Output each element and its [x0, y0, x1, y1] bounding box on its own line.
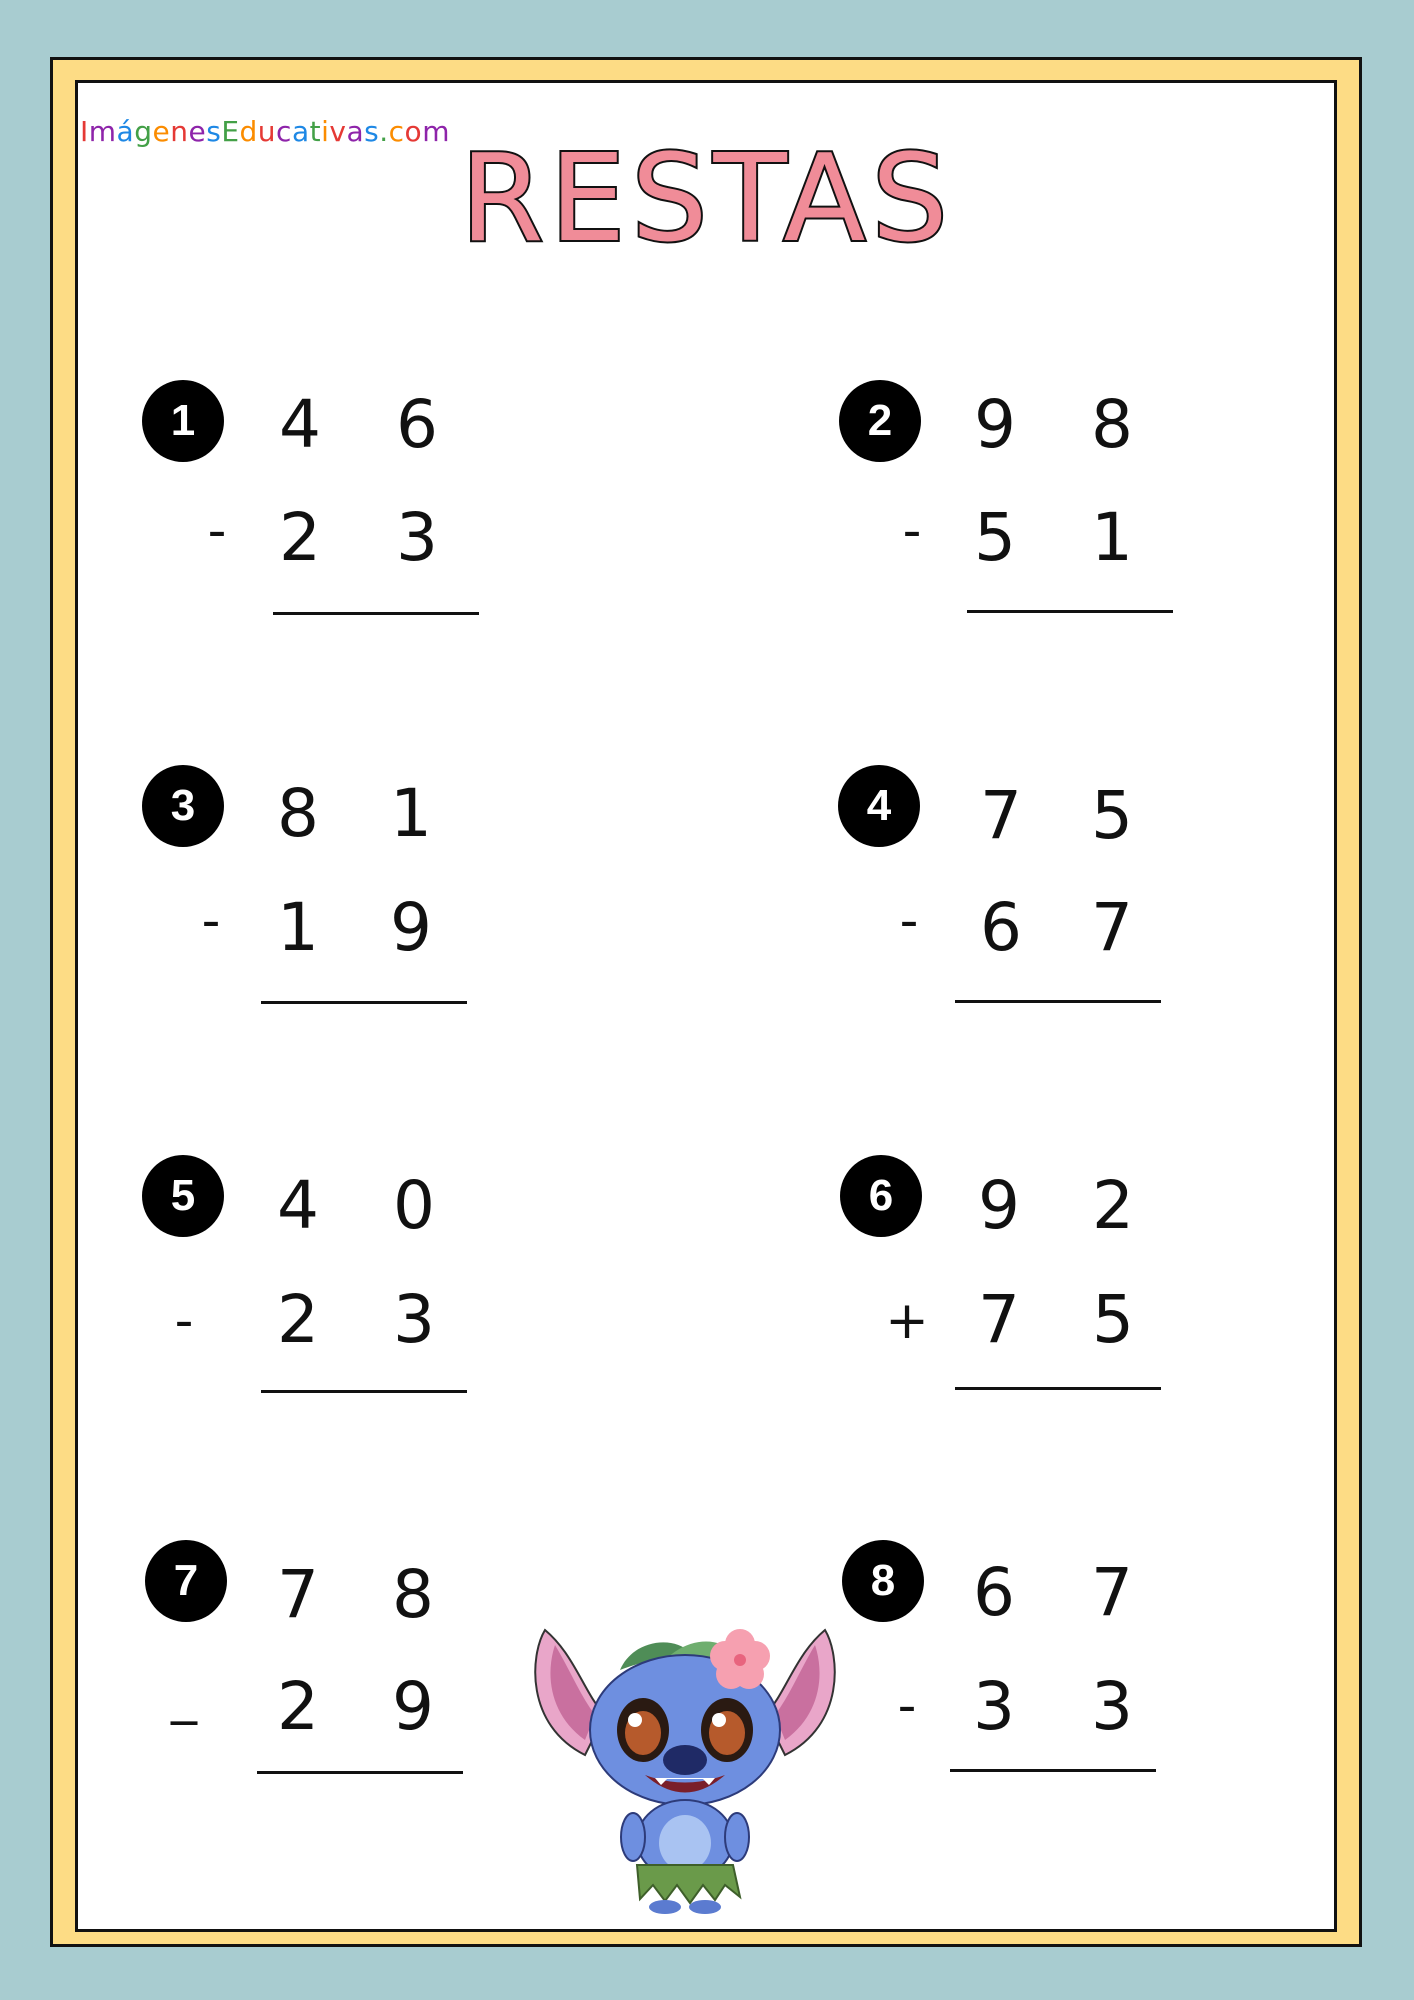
bottom-ones-digit: 3: [396, 499, 438, 576]
top-tens-digit: 7: [277, 1556, 319, 1633]
top-tens-digit: 6: [973, 1554, 1015, 1631]
problem-7: [145, 1540, 505, 1800]
operator-sign: -: [902, 501, 922, 561]
logo-letter: e: [188, 115, 207, 148]
alien-mascot-illustration: [525, 1615, 845, 1915]
top-tens-digit: 4: [279, 386, 321, 463]
logo-letter: m: [88, 115, 117, 148]
logo-letter: m: [422, 115, 450, 148]
operator-sign: -: [897, 1676, 917, 1736]
problem-2: [839, 380, 1199, 640]
top-tens-digit: 7: [980, 777, 1022, 854]
answer-line: [273, 612, 479, 615]
logo-letter: d: [239, 115, 258, 148]
bottom-tens-digit: 2: [277, 1668, 319, 1745]
bottom-ones-digit: 9: [392, 1668, 434, 1745]
bottom-tens-digit: 5: [974, 499, 1016, 576]
problem-number-badge: 4: [838, 765, 920, 847]
logo-letter: E: [221, 115, 240, 148]
top-tens-digit: 8: [277, 775, 319, 852]
bottom-tens-digit: 2: [279, 499, 321, 576]
bottom-ones-digit: 3: [1091, 1668, 1133, 1745]
problem-number-badge: 7: [145, 1540, 227, 1622]
logo-letter: t: [309, 115, 322, 148]
logo-letter: n: [170, 115, 189, 148]
logo-letter: g: [134, 115, 153, 148]
answer-line: [261, 1390, 467, 1393]
problem-number-badge: 8: [842, 1540, 924, 1622]
logo-letter: á: [116, 115, 135, 148]
logo-letter: e: [152, 115, 171, 148]
top-ones-digit: 0: [393, 1167, 435, 1244]
bottom-tens-digit: 3: [973, 1668, 1015, 1745]
top-ones-digit: 8: [392, 1556, 434, 1633]
bottom-ones-digit: 7: [1091, 889, 1133, 966]
logo-letter: c: [388, 115, 405, 148]
operator-sign: -: [899, 891, 919, 951]
logo-letter: s: [364, 115, 380, 148]
answer-line: [955, 1000, 1161, 1003]
operator-sign: _: [171, 1666, 197, 1726]
operator-sign: -: [207, 501, 227, 561]
logo-letter: c: [276, 115, 292, 148]
problem-number-badge: 6: [840, 1155, 922, 1237]
bottom-ones-digit: 5: [1092, 1281, 1134, 1358]
answer-line: [261, 1001, 467, 1004]
bottom-ones-digit: 9: [390, 889, 432, 966]
operator-sign: -: [174, 1291, 194, 1351]
problem-8: [842, 1540, 1202, 1800]
problem-3: [142, 765, 502, 1025]
bottom-tens-digit: 2: [277, 1281, 319, 1358]
bottom-ones-digit: 3: [393, 1281, 435, 1358]
logo-letter: s: [206, 115, 222, 148]
logo-letter: v: [329, 115, 347, 148]
bottom-tens-digit: 6: [980, 889, 1022, 966]
problem-6: [840, 1155, 1200, 1415]
problem-1: [142, 380, 502, 640]
problem-number-badge: 2: [839, 380, 921, 462]
top-ones-digit: 8: [1091, 386, 1133, 463]
bottom-tens-digit: 7: [978, 1281, 1020, 1358]
answer-line: [950, 1769, 1156, 1772]
bottom-tens-digit: 1: [277, 889, 319, 966]
logo-letter: u: [257, 115, 277, 148]
operator-sign: +: [885, 1291, 929, 1351]
top-tens-digit: 9: [974, 386, 1016, 463]
logo-letter: o: [404, 115, 423, 148]
logo-letter: a: [346, 115, 365, 148]
top-tens-digit: 9: [978, 1167, 1020, 1244]
top-tens-digit: 4: [277, 1167, 319, 1244]
problem-4: [838, 765, 1198, 1025]
logo-letter: .: [379, 115, 389, 148]
problem-5: [142, 1155, 502, 1415]
logo-letter: a: [291, 115, 310, 148]
top-ones-digit: 2: [1092, 1167, 1134, 1244]
top-ones-digit: 1: [390, 775, 432, 852]
operator-sign: -: [201, 891, 221, 951]
problem-number-badge: 1: [142, 380, 224, 462]
logo-letter: i: [321, 115, 330, 148]
top-ones-digit: 5: [1091, 777, 1133, 854]
page-title: RESTAS: [460, 130, 954, 269]
answer-line: [257, 1771, 463, 1774]
problem-number-badge: 5: [142, 1155, 224, 1237]
answer-line: [967, 610, 1173, 613]
top-ones-digit: 6: [396, 386, 438, 463]
top-ones-digit: 7: [1091, 1554, 1133, 1631]
problem-number-badge: 3: [142, 765, 224, 847]
bottom-ones-digit: 1: [1091, 499, 1133, 576]
answer-line: [955, 1387, 1161, 1390]
logo-letter: I: [80, 115, 89, 148]
